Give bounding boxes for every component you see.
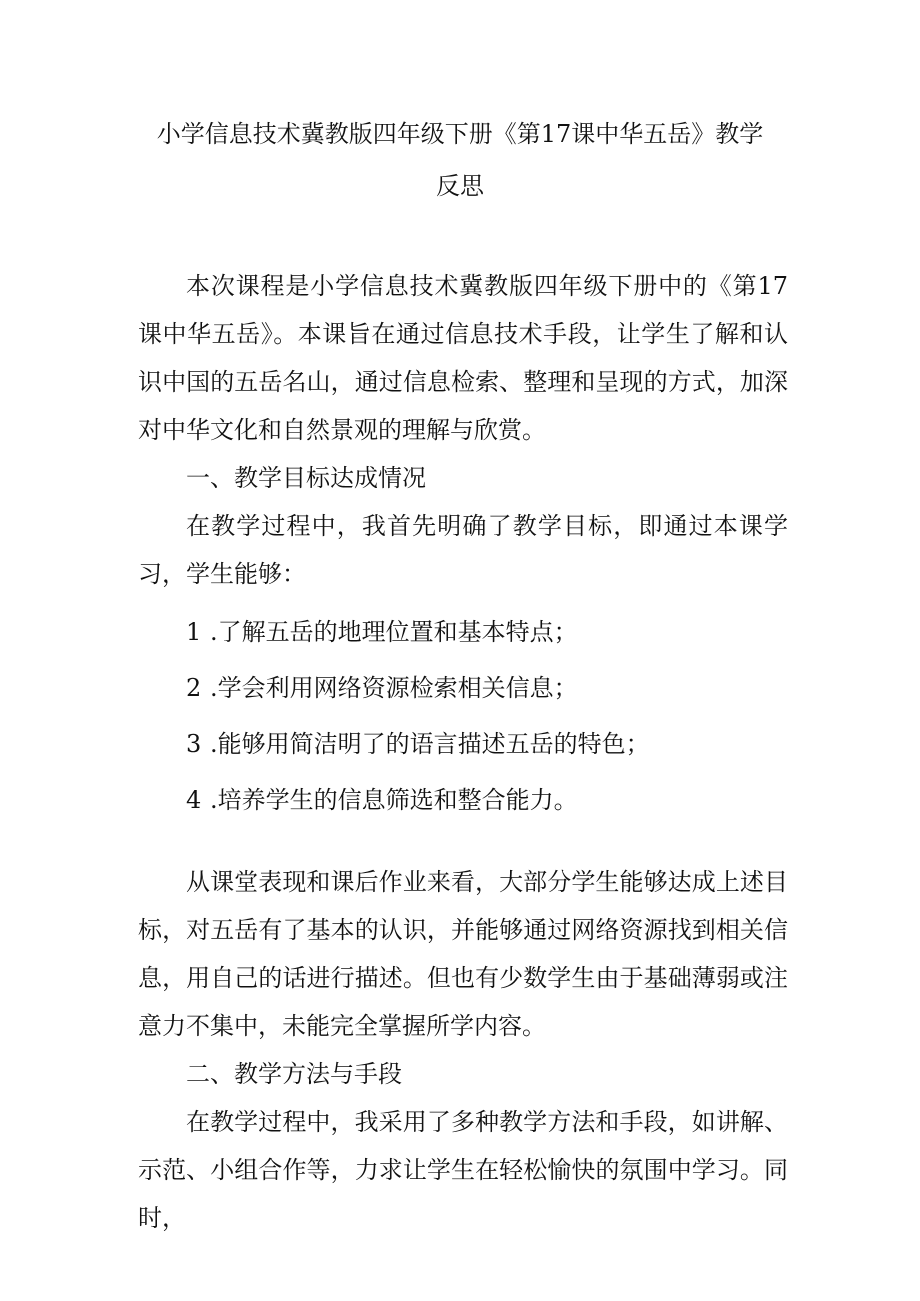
list-item-number: 3: [186, 730, 202, 758]
section-2-paragraph-1: 在教学过程中，我采用了多种教学方法和手段，如讲解、示范、小组合作等，力求让学生在轻松愉快的氛围中学习。同时，: [138, 1108, 788, 1232]
list-item-text: .学会利用网络资源检索相关信息；: [210, 674, 578, 702]
document-title-line-1: 小学信息技术冀教版四年级下册《第17课中华五岳》教学: [156, 120, 764, 148]
list-item-text: .能够用简洁明了的语言描述五岳的特色；: [210, 730, 650, 758]
list-item: [138, 772, 788, 828]
document-body: [138, 262, 788, 1242]
intro-paragraph: 本次课程是小学信息技术冀教版四年级下册中的《第17课中华五岳》。本课旨在通过信息技术手段，让学生了解和认识中国的五岳名山，通过信息检索、整理和呈现的方式，加深对中华文化和自然景观的理解与欣赏。: [138, 272, 788, 444]
list-item-number: 2: [186, 674, 202, 702]
objectives-list: [138, 604, 788, 828]
list-item-text: .培养学生的信息筛选和整合能力。: [210, 786, 578, 814]
section-1-paragraph-1: 在教学过程中，我首先明确了教学目标，即通过本课学习，学生能够：: [138, 512, 788, 588]
document-title-line-2: 反思: [436, 172, 484, 200]
list-item: [138, 604, 788, 660]
list-item: [138, 660, 788, 716]
section-1-heading: 一、教学目标达成情况: [186, 464, 426, 492]
list-item-number: 4: [186, 786, 202, 814]
list-item: [138, 716, 788, 772]
list-item-number: 1: [186, 618, 202, 646]
section-2-heading: 二、教学方法与手段: [186, 1060, 402, 1088]
section-1-paragraph-2: 从课堂表现和课后作业来看，大部分学生能够达成上述目标，对五岳有了基本的认识，并能够通过网络资源找到相关信息，用自己的话进行描述。但也有少数学生由于基础薄弱或注意力不集中，未能完全掌握所学内容。: [138, 868, 788, 1040]
list-item-text: .了解五岳的地理位置和基本特点；: [210, 618, 578, 646]
